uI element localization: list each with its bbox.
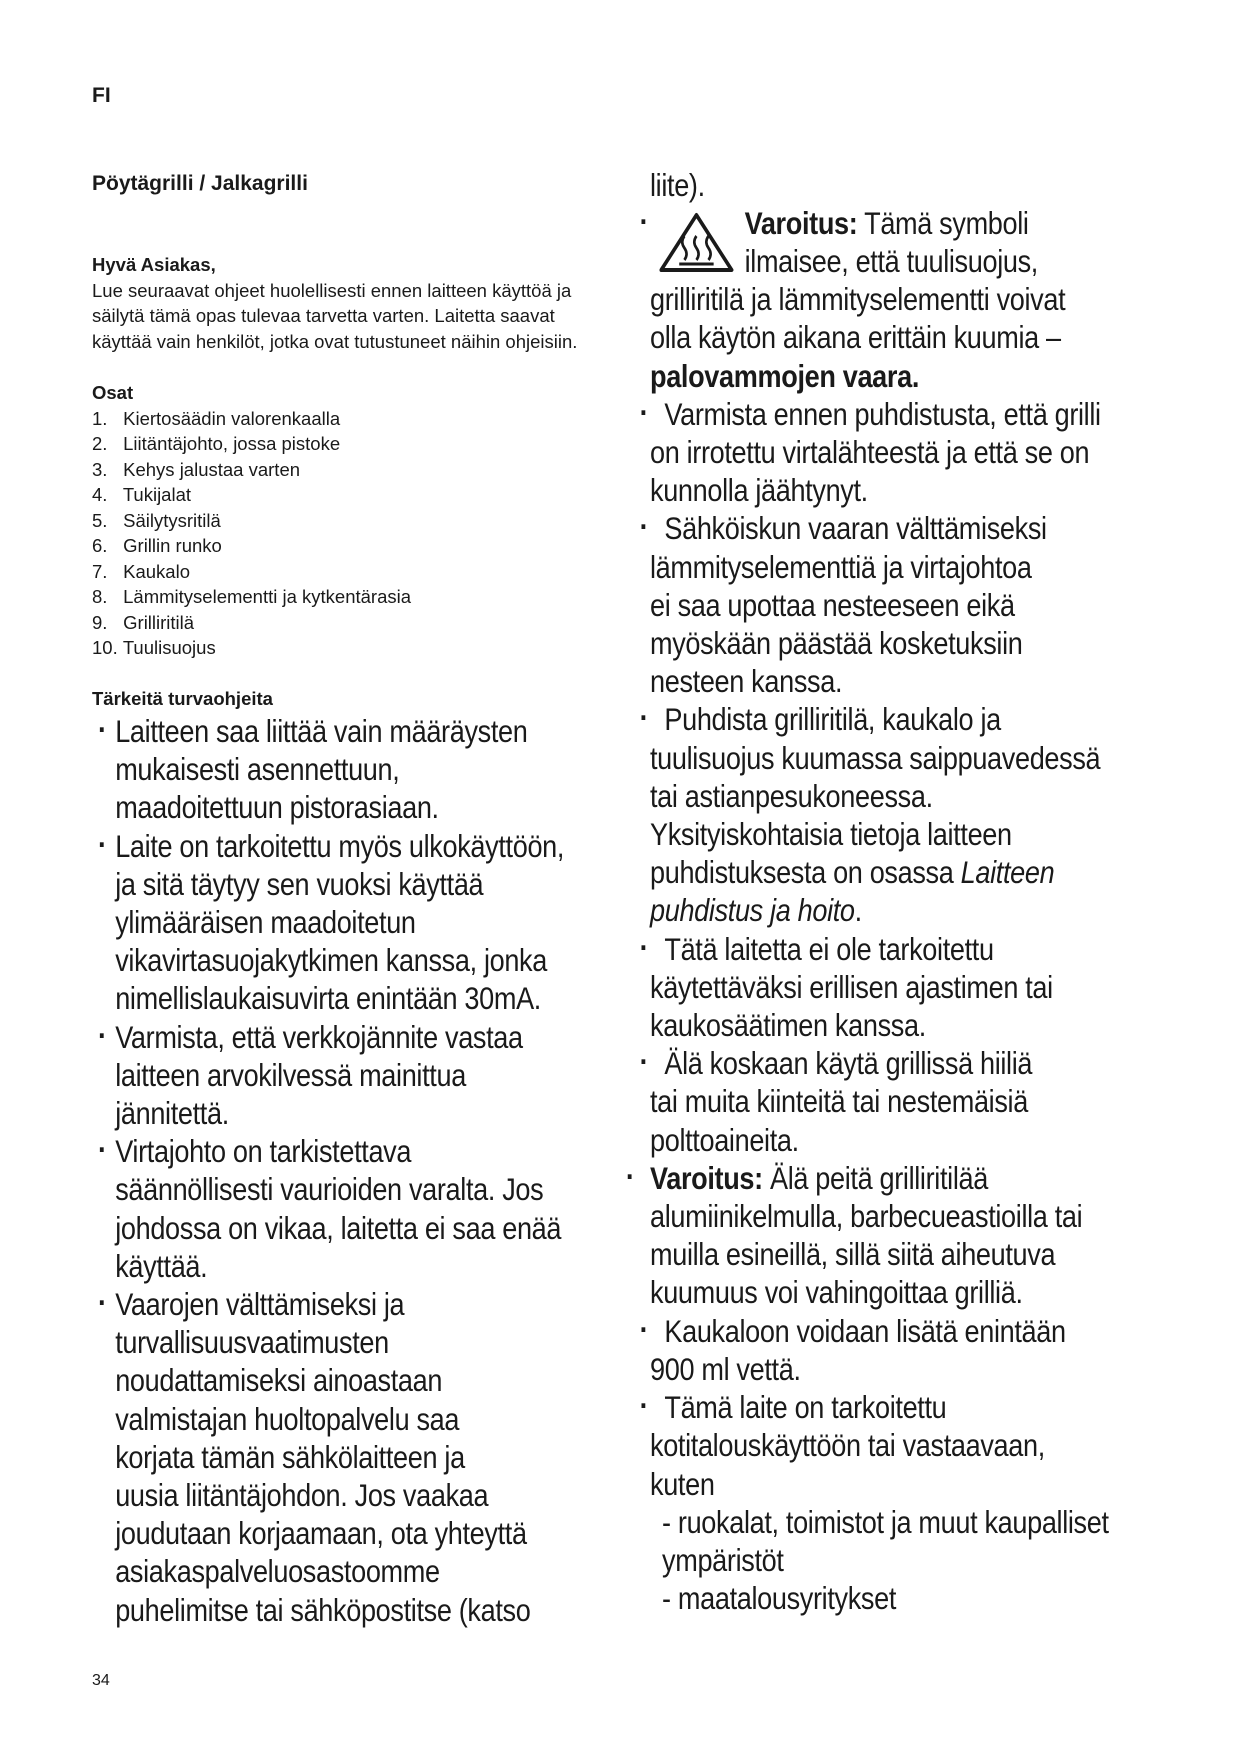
list-item: 10. Tuulisuojus [92, 637, 216, 658]
list-item: 2. Liitäntäjohto, jossa pistoke [92, 433, 341, 454]
greeting-line: säilytä tämä opas tulevaa tarvetta varten. Laitetta saavat [92, 305, 555, 326]
safety-item: · Tätä laitetta ei ole tarkoitettu käytettäväksi erillisen ajastimen tai kaukosäätimen kanssa. [639, 928, 1053, 1044]
warning-label: Varoitus: [650, 1159, 763, 1196]
document-title: Pöytägrilli / Jalkagrilli [92, 172, 308, 195]
safety-item: · Sähköiskun vaaran välttämiseksi lämmityselementtiä ja virtajohtoa ei saa upottaa nesteeseen eikä myöskään päästää kosketuksiin nesteen kanssa. [639, 508, 1047, 700]
usage-examples: - ruokalat, toimistot ja muut kaupalliset ympäristöt - maatalousyritykset [662, 1503, 1109, 1617]
warning-label: Varoitus: [744, 205, 858, 242]
safety-item: · Älä koskaan käytä grillissä hiiliä tai muita kiinteitä tai nestemäisiä polttoaineita. [639, 1043, 1033, 1158]
greeting-line: Lue seuraavat ohjeet huolellisesti ennen laitteen käyttöä ja [92, 279, 572, 301]
parts-heading: Osat [92, 382, 134, 403]
warning-emphasis: palovammojen vaara. [650, 357, 920, 394]
safety-item: · Laitteen saa liittää vain määräysten mukaisesti asennettuun, maadoitettuun pistorasiaan. [98, 712, 635, 827]
continuation-text: liite). [650, 167, 705, 203]
page-number: 34 [92, 1672, 110, 1689]
list-item: 4. Tukijalat [92, 484, 192, 505]
list-item: 7. Kaukalo [92, 560, 190, 582]
warning-hot-surface: · Varoitus: Tämä symboli ilmaisee, että tuulisuojus, grilliritilä ja lämmityselementti voivat olla käytön aikana erittäin kuumia – palovammojen vaara. [650, 204, 1166, 395]
greeting-section [92, 252, 612, 354]
safety-item: · Varmista ennen puhdistusta, että grilli on irrotettu virtalähteestä ja että se on kunnolla jäähtynyt. [639, 393, 1101, 509]
list-item: 1. Kiertosäädin valorenkaalla [92, 407, 341, 429]
safety-right-column [625, 166, 1166, 1617]
safety-item: · Tämä laite on tarkoitettu kotitalouskäyttöön tai vastaavaan, kuten [639, 1387, 1045, 1502]
list-item: 3. Kehys jalustaa varten [92, 458, 301, 480]
safety-item: · Varmista, että verkkojännite vastaa laitteen arvokilvessä mainittua jännitettä. [98, 1018, 635, 1133]
safety-heading: Tärkeitä turvaohjeita [92, 688, 273, 709]
parts-section [92, 380, 612, 661]
safety-left-column [98, 712, 635, 1629]
safety-item: · Laite on tarkoitettu myös ulkokäyttöön, ja sitä täytyy sen vuoksi käyttää ylimääräisen maadoitetun vikavirtasuojakytkimen kanssa, jonka nimellislaukaisuvirta enintään 30mA. [98, 827, 635, 1018]
greeting-heading: Hyvä Asiakas, [92, 254, 216, 275]
list-item: 6. Grillin runko [92, 535, 222, 556]
safety-item: · Virtajohto on tarkistettava säännöllisesti vaurioiden varalta. Jos johdossa on vikaa, laitetta ei saa enää käyttää. [98, 1132, 635, 1285]
warning-cover: · Varoitus: Älä peitä grilliritilää alumiinikelmulla, barbecueastioilla tai muilla esineillä, sillä siitä aiheutuva kuumuus voi vahingoittaa grilliä. [625, 1157, 1083, 1311]
hot-surface-icon [659, 212, 735, 274]
list-item: 5. Säilytysritilä [92, 509, 221, 531]
list-item: 9. Grilliritilä [92, 611, 195, 633]
safety-item: · Vaarojen välttämiseksi ja turvallisuusvaatimusten noudattamiseksi ainoastaan valmistajan huoltopalvelu saa korjata tämän sähkölaitteen ja uusia liitäntäjohdon. Jos vaakaa joudutaan korjaamaan, ota yhteyttä asiakaspalveluosastoomme puhelimitse tai sähköpostitse (katso [98, 1285, 635, 1629]
list-item: 8. Lämmityselementti ja kytkentärasia [92, 586, 412, 607]
safety-item: · Puhdista grilliritilä, kaukalo ja tuulisuojus kuumassa saippuavedessä tai astianpesukoneessa. Yksityiskohtaisia tietoja laitteen puhdistuksesta on osassa Laitteen puhdistus ja hoito. [639, 699, 1101, 929]
safety-item: · Kaukaloon voidaan lisätä enintään 900 ml vettä. [639, 1310, 1066, 1387]
greeting-line: käyttää vain henkilöt, jotka ovat tutustuneet näihin ohjeisiin. [92, 330, 578, 352]
language-code: FI [92, 84, 111, 107]
parts-list [92, 406, 612, 661]
